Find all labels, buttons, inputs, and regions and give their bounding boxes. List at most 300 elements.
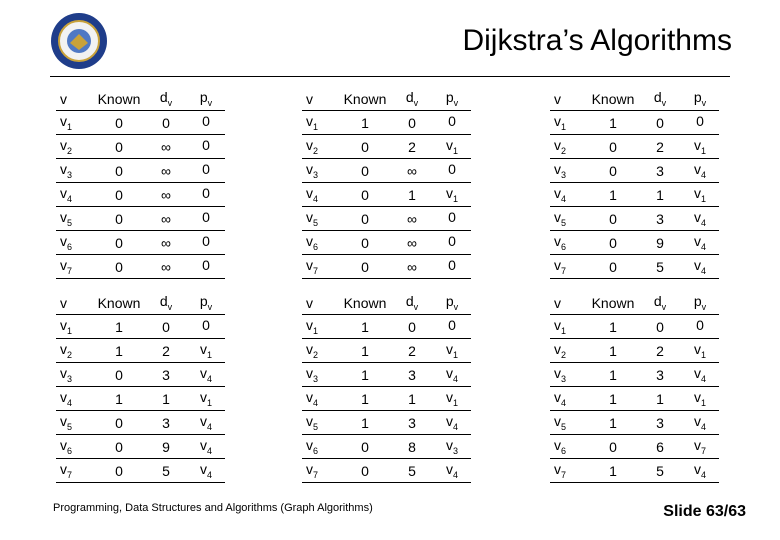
known-value: 0 (361, 234, 369, 251)
vertex-cell (302, 159, 339, 183)
distance-cell (639, 135, 681, 159)
known-cell (339, 183, 391, 207)
table-row (302, 159, 471, 183)
header-dv-subscript: v (661, 97, 667, 108)
distance-cell (639, 111, 681, 135)
known-cell (587, 231, 639, 255)
header-known (339, 87, 391, 111)
known-value: 0 (115, 438, 123, 455)
vertex-cell (550, 315, 587, 339)
known-cell (339, 363, 391, 387)
known-value: 1 (609, 366, 617, 383)
header-pv (681, 87, 719, 111)
table-row (56, 135, 225, 159)
predecessor-index: 1 (700, 145, 706, 156)
predecessor-cell (187, 339, 225, 363)
distance-cell (639, 315, 681, 339)
vertex-cell (302, 459, 339, 483)
predecessor-cell (681, 255, 719, 279)
table-row (550, 411, 719, 435)
vertex-cell (550, 111, 587, 135)
vertex-name: v (554, 137, 561, 154)
predecessor-value: v (445, 185, 453, 202)
distance-value: 0 (408, 114, 416, 131)
vertex-name: v (306, 209, 313, 226)
known-cell (339, 339, 391, 363)
header-dv-subscript: v (413, 97, 419, 108)
distance-cell (145, 231, 187, 255)
table-row (302, 315, 471, 339)
vertex-index: 3 (313, 373, 319, 384)
header-dv (639, 87, 681, 111)
distance-value: ∞ (407, 234, 417, 251)
distance-value: 2 (408, 342, 416, 359)
vertex-name: v (60, 413, 67, 430)
known-value: 0 (115, 162, 123, 179)
header-pv-label: p (445, 89, 454, 106)
table-row (550, 435, 719, 459)
predecessor-value: 0 (202, 317, 210, 334)
vertex-index: 6 (67, 241, 73, 252)
predecessor-index: 7 (700, 445, 706, 456)
distance-value: 5 (656, 462, 664, 479)
known-cell (587, 255, 639, 279)
vertex-cell (550, 411, 587, 435)
table-row (550, 255, 719, 279)
known-value: 0 (609, 210, 617, 227)
vertex-name: v (306, 233, 313, 250)
vertex-name: v (554, 341, 561, 358)
header-v-label: v (554, 90, 561, 107)
distance-value: 9 (656, 234, 664, 251)
vertex-name: v (554, 161, 561, 178)
distance-value: 0 (162, 114, 170, 131)
header-pv-subscript: v (701, 301, 707, 312)
predecessor-index: 4 (206, 445, 212, 456)
predecessor-cell (433, 135, 471, 159)
distance-cell (145, 435, 187, 459)
vertex-index: 7 (561, 469, 567, 480)
vertex-cell (302, 411, 339, 435)
vertex-index: 5 (313, 217, 319, 228)
header-dv-subscript: v (661, 301, 667, 312)
known-value: 0 (115, 414, 123, 431)
known-cell (93, 459, 145, 483)
header-known-label: Known (591, 294, 635, 311)
distance-cell (391, 231, 433, 255)
known-value: 0 (609, 162, 617, 179)
vertex-index: 3 (67, 169, 73, 180)
header-pv-label: p (693, 293, 702, 310)
dijkstra-table-5 (302, 291, 471, 483)
vertex-index: 2 (313, 145, 319, 156)
table-row (550, 111, 719, 135)
vertex-name: v (554, 317, 561, 334)
table-header-row (302, 291, 471, 315)
vertex-cell (302, 231, 339, 255)
predecessor-value: v (693, 437, 701, 454)
table-row (550, 387, 719, 411)
table-row (550, 159, 719, 183)
vertex-cell (56, 459, 93, 483)
vertex-name: v (306, 341, 313, 358)
known-value: 0 (115, 138, 123, 155)
predecessor-index: 4 (452, 373, 458, 384)
vertex-cell (550, 339, 587, 363)
vertex-cell (550, 159, 587, 183)
dijkstra-table-2 (302, 87, 471, 279)
vertex-index: 4 (313, 193, 319, 204)
vertex-cell (550, 435, 587, 459)
table-row (302, 231, 471, 255)
header-known (587, 291, 639, 315)
distance-cell (391, 207, 433, 231)
known-value: 1 (115, 390, 123, 407)
vertex-name: v (306, 365, 313, 382)
vertex-index: 2 (67, 349, 73, 360)
header-pv-label: p (199, 293, 208, 310)
table-row (56, 183, 225, 207)
vertex-cell (56, 231, 93, 255)
vertex-name: v (554, 461, 561, 478)
predecessor-value: v (445, 413, 453, 430)
predecessor-value: v (199, 461, 207, 478)
vertex-name: v (60, 137, 67, 154)
vertex-name: v (60, 161, 67, 178)
predecessor-value: 0 (448, 113, 456, 130)
header-v-label: v (554, 294, 561, 311)
known-value: 1 (609, 390, 617, 407)
header-known (587, 87, 639, 111)
predecessor-value: v (693, 257, 701, 274)
predecessor-value: 0 (202, 185, 210, 202)
known-value: 1 (609, 186, 617, 203)
predecessor-cell (681, 207, 719, 231)
header-v (550, 291, 587, 315)
vertex-name: v (60, 233, 67, 250)
table-row (302, 135, 471, 159)
predecessor-index: 4 (206, 373, 212, 384)
known-cell (93, 363, 145, 387)
distance-cell (391, 387, 433, 411)
distance-value: 3 (408, 414, 416, 431)
distance-cell (145, 183, 187, 207)
known-value: 1 (361, 366, 369, 383)
known-cell (339, 411, 391, 435)
header-known (93, 87, 145, 111)
header-known-label: Known (343, 90, 387, 107)
vertex-index: 7 (313, 265, 319, 276)
distance-value: 2 (162, 342, 170, 359)
table-row (550, 315, 719, 339)
distance-cell (639, 339, 681, 363)
table-row (550, 363, 719, 387)
vertex-index: 4 (67, 397, 73, 408)
predecessor-value: v (693, 389, 701, 406)
vertex-index: 3 (561, 169, 567, 180)
predecessor-index: 4 (700, 469, 706, 480)
predecessor-value: v (693, 209, 701, 226)
vertex-cell (302, 135, 339, 159)
distance-value: 3 (162, 414, 170, 431)
distance-cell (145, 111, 187, 135)
predecessor-cell (433, 411, 471, 435)
header-pv-subscript: v (207, 97, 213, 108)
predecessor-value: v (445, 461, 453, 478)
vertex-index: 1 (67, 325, 73, 336)
predecessor-cell (433, 387, 471, 411)
vertex-name: v (554, 413, 561, 430)
vertex-name: v (60, 185, 67, 202)
vertex-cell (550, 135, 587, 159)
vertex-cell (550, 363, 587, 387)
vertex-cell (302, 315, 339, 339)
distance-cell (391, 315, 433, 339)
known-value: 0 (609, 138, 617, 155)
distance-cell (145, 159, 187, 183)
vertex-name: v (554, 209, 561, 226)
table-row (302, 459, 471, 483)
distance-cell (145, 387, 187, 411)
vertex-name: v (306, 389, 313, 406)
vertex-cell (56, 339, 93, 363)
header-dv-label: d (653, 89, 662, 106)
vertex-cell (302, 339, 339, 363)
table-row (550, 231, 719, 255)
header-known (339, 291, 391, 315)
distance-cell (391, 363, 433, 387)
distance-cell (639, 231, 681, 255)
predecessor-cell (187, 435, 225, 459)
table-row (302, 255, 471, 279)
table-row (56, 411, 225, 435)
vertex-name: v (554, 365, 561, 382)
distance-cell (639, 459, 681, 483)
distance-cell (145, 315, 187, 339)
predecessor-value: 0 (448, 317, 456, 334)
predecessor-cell (433, 159, 471, 183)
vertex-name: v (306, 137, 313, 154)
predecessor-cell (681, 183, 719, 207)
header-pv-label: p (445, 293, 454, 310)
vertex-name: v (306, 257, 313, 274)
footer-course-title: Programming, Data Structures and Algorithms (Graph Algorithms) (53, 502, 373, 514)
predecessor-value: v (199, 437, 207, 454)
header-dv (391, 87, 433, 111)
known-cell (587, 207, 639, 231)
predecessor-cell (433, 111, 471, 135)
known-cell (339, 387, 391, 411)
distance-cell (145, 339, 187, 363)
vertex-name: v (306, 317, 313, 334)
distance-value: 1 (408, 186, 416, 203)
distance-cell (391, 459, 433, 483)
predecessor-cell (681, 135, 719, 159)
predecessor-index: 1 (206, 349, 212, 360)
known-value: 1 (361, 414, 369, 431)
known-value: 0 (361, 138, 369, 155)
predecessor-value: v (693, 185, 701, 202)
known-cell (93, 387, 145, 411)
predecessor-cell (681, 231, 719, 255)
predecessor-index: 1 (206, 397, 212, 408)
vertex-name: v (306, 161, 313, 178)
distance-value: 3 (656, 162, 664, 179)
predecessor-value: v (693, 365, 701, 382)
header-v-label: v (60, 294, 67, 311)
predecessor-cell (433, 339, 471, 363)
slide-title: Dijkstra’s Algorithms (462, 24, 732, 57)
dijkstra-table-3 (550, 87, 719, 279)
predecessor-value: v (445, 365, 453, 382)
distance-value: 1 (408, 390, 416, 407)
header-v (56, 87, 93, 111)
predecessor-cell (187, 387, 225, 411)
vertex-index: 4 (313, 397, 319, 408)
predecessor-value: 0 (202, 137, 210, 154)
distance-value: 3 (656, 366, 664, 383)
dijkstra-table-1 (56, 87, 225, 279)
table-header-row (56, 291, 225, 315)
known-value: 1 (609, 342, 617, 359)
predecessor-cell (681, 363, 719, 387)
vertex-index: 2 (561, 349, 567, 360)
header-dv-label: d (405, 293, 414, 310)
header-dv-label: d (159, 293, 168, 310)
known-value: 0 (361, 210, 369, 227)
vertex-index: 4 (561, 193, 567, 204)
vertex-index: 3 (313, 169, 319, 180)
known-cell (587, 159, 639, 183)
table-row (56, 111, 225, 135)
known-cell (93, 315, 145, 339)
known-cell (339, 435, 391, 459)
table-row (550, 135, 719, 159)
known-value: 0 (115, 462, 123, 479)
predecessor-index: 4 (452, 421, 458, 432)
known-cell (339, 315, 391, 339)
vertex-index: 5 (561, 217, 567, 228)
distance-cell (145, 411, 187, 435)
header-dv-subscript: v (167, 97, 173, 108)
header-v (302, 291, 339, 315)
table-header-row (550, 291, 719, 315)
header-dv (639, 291, 681, 315)
predecessor-cell (681, 315, 719, 339)
table-row (550, 459, 719, 483)
distance-value: 3 (656, 210, 664, 227)
distance-value: 0 (408, 318, 416, 335)
known-cell (93, 183, 145, 207)
table-row (56, 339, 225, 363)
vertex-cell (302, 207, 339, 231)
predecessor-index: 3 (452, 445, 458, 456)
predecessor-value: v (693, 341, 701, 358)
distance-cell (639, 183, 681, 207)
table-row (56, 387, 225, 411)
predecessor-value: v (445, 137, 453, 154)
distance-cell (391, 435, 433, 459)
vertex-name: v (60, 437, 67, 454)
known-cell (93, 411, 145, 435)
vertex-cell (550, 183, 587, 207)
predecessor-cell (681, 459, 719, 483)
distance-value: 0 (162, 318, 170, 335)
vertex-cell (550, 255, 587, 279)
predecessor-cell (187, 411, 225, 435)
vertex-index: 2 (67, 145, 73, 156)
predecessor-index: 1 (452, 145, 458, 156)
predecessor-index: 1 (452, 193, 458, 204)
table-row (302, 183, 471, 207)
vertex-name: v (60, 389, 67, 406)
header-v (56, 291, 93, 315)
known-value: 1 (361, 342, 369, 359)
header-dv (391, 291, 433, 315)
vertex-name: v (306, 413, 313, 430)
known-value: 1 (609, 114, 617, 131)
table-row (302, 339, 471, 363)
distance-cell (391, 411, 433, 435)
table-header-row (302, 87, 471, 111)
vertex-cell (56, 411, 93, 435)
header-v (302, 87, 339, 111)
distance-cell (145, 255, 187, 279)
table-row (56, 231, 225, 255)
distance-cell (639, 411, 681, 435)
distance-cell (145, 363, 187, 387)
known-value: 0 (115, 210, 123, 227)
known-value: 1 (361, 114, 369, 131)
header-known-label: Known (343, 294, 387, 311)
distance-cell (391, 255, 433, 279)
predecessor-value: 0 (448, 209, 456, 226)
known-value: 0 (115, 114, 123, 131)
predecessor-value: 0 (696, 113, 704, 130)
predecessor-cell (681, 387, 719, 411)
predecessor-cell (187, 363, 225, 387)
header-dv-label: d (653, 293, 662, 310)
vertex-name: v (60, 113, 67, 130)
vertex-cell (56, 183, 93, 207)
predecessor-value: v (693, 413, 701, 430)
predecessor-index: 4 (206, 469, 212, 480)
header-known-label: Known (97, 294, 141, 311)
known-cell (587, 111, 639, 135)
university-seal-logo (50, 12, 108, 70)
vertex-index: 5 (67, 421, 73, 432)
predecessor-value: v (199, 341, 207, 358)
vertex-index: 1 (67, 121, 73, 132)
table-row (56, 459, 225, 483)
distance-value: ∞ (161, 210, 171, 227)
vertex-cell (302, 387, 339, 411)
vertex-index: 1 (561, 325, 567, 336)
predecessor-cell (681, 159, 719, 183)
predecessor-index: 4 (700, 217, 706, 228)
header-dv-subscript: v (167, 301, 173, 312)
table-row (302, 411, 471, 435)
known-cell (93, 135, 145, 159)
known-value: 1 (609, 318, 617, 335)
predecessor-value: 0 (202, 209, 210, 226)
vertex-index: 6 (313, 241, 319, 252)
vertex-index: 1 (313, 121, 319, 132)
vertex-cell (302, 363, 339, 387)
distance-value: 5 (408, 462, 416, 479)
predecessor-cell (187, 111, 225, 135)
predecessor-cell (681, 111, 719, 135)
